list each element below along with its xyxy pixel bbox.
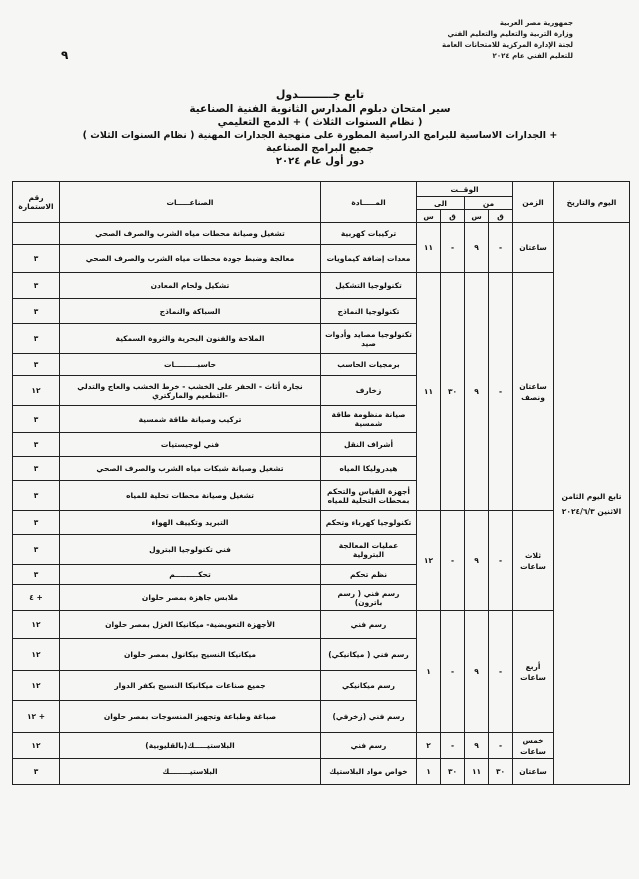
form-cell: ٣: [13, 565, 60, 585]
form-cell: ٣: [13, 511, 60, 535]
ministry-line: للتعليم الفني عام ٢٠٢٤: [492, 52, 573, 60]
title-line: سير امتحان دبلوم المدارس الثانوية الفنية الصناعية: [189, 103, 451, 115]
industry-cell: معالجة وضبط جودة محطات مياه الشرب والصرف الصحي: [60, 245, 321, 273]
subject-cell: رسم فني (زخرفي): [321, 701, 417, 733]
form-cell: [13, 223, 60, 245]
form-cell: ١٢: [13, 671, 60, 701]
subject-cell: نظم تحكم: [321, 565, 417, 585]
day-cell: تابع اليوم الثامن الاثنين ٢٠٢٤/٦/٣: [554, 223, 630, 785]
title-line: دور أول عام ٢٠٢٤: [275, 156, 365, 167]
industry-cell: البلاستيـــــك(بالقليوبية): [60, 733, 321, 759]
to-hour: ٢: [417, 733, 441, 759]
industry-cell: فني لوجيستيات: [60, 433, 321, 457]
to-minute: -: [441, 733, 465, 759]
ministry-header: [413, 18, 573, 62]
header-subject: المـــــادة: [321, 182, 417, 223]
title-line: تابع جـــــــــدول: [275, 88, 365, 101]
from-hour: ٩: [465, 733, 489, 759]
form-cell: ٣: [13, 245, 60, 273]
industry-cell: البلاستيــــــــك: [60, 759, 321, 785]
industry-cell: الأجهزة التعويضية- ميكانيكا الغزل بمصر حلوان: [60, 611, 321, 639]
industry-cell: الملاحة والفنون البحرية والثروة السمكية: [60, 324, 321, 354]
from-hour: ٩: [465, 511, 489, 611]
form-cell: ١٢: [13, 611, 60, 639]
industry-cell: تحكـــــــــم: [60, 565, 321, 585]
table-row: [13, 611, 630, 639]
form-cell: ٣: [13, 457, 60, 481]
to-hour: ١١: [417, 273, 441, 511]
industry-cell: نجارة أثاث - الحفر على الخشب - خرط الخشب والعاج والتدلي -التطعيم والماركتري: [60, 376, 321, 406]
subject-cell: أشراف النقل: [321, 433, 417, 457]
form-cell: ٣: [13, 299, 60, 324]
to-hour: ١٢: [417, 511, 441, 611]
from-hour: ٩: [465, 611, 489, 733]
ministry-line: جمهورية مصر العربية: [499, 19, 573, 27]
duration-cell: خمس ساعات: [513, 733, 554, 759]
subject-cell: عمليات المعالجة البترولية: [321, 535, 417, 565]
title-line: ( نظام السنوات الثلاث ) + الدمج التعليمي: [217, 117, 423, 128]
form-cell: ٣: [13, 759, 60, 785]
duration-cell: ثلاث ساعات: [513, 511, 554, 611]
subject-cell: رسم ميكانيكي: [321, 671, 417, 701]
subject-cell: معدات إضافة كيماويات: [321, 245, 417, 273]
exam-schedule-table: [12, 181, 630, 785]
subject-cell: خواص مواد البلاستيك: [321, 759, 417, 785]
industry-cell: السباكة والنماذج: [60, 299, 321, 324]
table-row: [13, 511, 630, 535]
industry-cell: التبريد وتكييف الهواء: [60, 511, 321, 535]
form-cell: ١٢: [13, 733, 60, 759]
title-block: [40, 88, 600, 168]
subject-cell: تكنولوجيا النماذج: [321, 299, 417, 324]
industry-cell: تركيب وصيانة طاقة شمسية: [60, 406, 321, 433]
to-hour: ١١: [417, 223, 441, 273]
form-cell: ٣: [13, 481, 60, 511]
to-minute: ٣٠: [441, 273, 465, 511]
header-duration: الزمن: [513, 182, 554, 223]
ministry-line: وزارة التربية والتعليم والتعليم الفني: [447, 30, 573, 38]
from-hour: ٩: [465, 223, 489, 273]
title-line: + الجدارات الاساسية للبرامج الدراسية المطورة على منهجية الجدارات المهنية ( نظام السنوات الثلاث ): [82, 130, 558, 141]
from-minute: -: [489, 611, 513, 733]
industry-cell: تشكيل ولحام المعادن: [60, 273, 321, 299]
subject-cell: زخارف: [321, 376, 417, 406]
header-from: من: [465, 197, 513, 210]
header-from-hour: س: [465, 210, 489, 223]
from-hour: ٩: [465, 273, 489, 511]
industry-cell: فني تكنولوجيا البترول: [60, 535, 321, 565]
header-to-minute: ق: [441, 210, 465, 223]
to-hour: ١: [417, 611, 441, 733]
form-cell: ١٢ +: [13, 701, 60, 733]
from-minute: -: [489, 511, 513, 611]
header-industries: الصناعـــــات: [60, 182, 321, 223]
form-cell: ١٢: [13, 376, 60, 406]
industry-cell: تشغيل وصيانة محطات تحلية للمياه: [60, 481, 321, 511]
subject-cell: تكنولوجيا التشكيل: [321, 273, 417, 299]
industry-cell: تشغيل وصيانة محطات مياه الشرب والصرف الصحي: [60, 223, 321, 245]
subject-cell: رسم فني: [321, 611, 417, 639]
duration-cell: ساعتان: [513, 759, 554, 785]
from-minute: ٣٠: [489, 759, 513, 785]
to-hour: ١: [417, 759, 441, 785]
industry-cell: جميع صناعات ميكانيكا النسيج بكفر الدوار: [60, 671, 321, 701]
industry-cell: صباغة وطباعة وتجهيز المنسوجات بمصر حلوان: [60, 701, 321, 733]
to-minute: -: [441, 611, 465, 733]
to-minute: ٣٠: [441, 759, 465, 785]
form-cell: ٤ +: [13, 585, 60, 611]
industry-cell: ملابس جاهزة بمصر حلوان: [60, 585, 321, 611]
duration-cell: ساعتان ونصف: [513, 273, 554, 511]
header-from-minute: ق: [489, 210, 513, 223]
table-row: [13, 759, 630, 785]
from-minute: -: [489, 223, 513, 273]
subject-cell: صيانة منظومة طاقة شمسية: [321, 406, 417, 433]
header-to-hour: س: [417, 210, 441, 223]
from-minute: -: [489, 733, 513, 759]
industry-cell: ميكانيكا النسيج بيكانول بمصر حلوان: [60, 639, 321, 671]
form-cell: ١٢: [13, 639, 60, 671]
subject-cell: برمجيات الحاسب: [321, 354, 417, 376]
form-cell: ٣: [13, 324, 60, 354]
to-minute: -: [441, 511, 465, 611]
form-cell: ٣: [13, 535, 60, 565]
subject-cell: رسم فني: [321, 733, 417, 759]
table-row: [13, 223, 630, 245]
subject-cell: تكنولوجيا مصايد وأدوات صيد: [321, 324, 417, 354]
subject-cell: تركيبات كهربية: [321, 223, 417, 245]
form-cell: ٣: [13, 433, 60, 457]
header-to: الى: [417, 197, 465, 210]
subject-cell: هيدروليكا المياه: [321, 457, 417, 481]
table-row: [13, 733, 630, 759]
table-row: [13, 273, 630, 299]
duration-cell: ساعتان: [513, 223, 554, 273]
subject-cell: رسم فني ( ميكانيكي): [321, 639, 417, 671]
industry-cell: تشغيل وصيانة شبكات مياه الشرب والصرف الصحي: [60, 457, 321, 481]
form-cell: ٣: [13, 406, 60, 433]
header-form-number: رقم الاستمارة: [13, 182, 60, 223]
header-day: اليوم والتاريخ: [554, 182, 630, 223]
title-line: جميع البرامج الصناعية: [266, 143, 374, 154]
industry-cell: حاسبـــــــــات: [60, 354, 321, 376]
subject-cell: رسم فني ( رسم باترون): [321, 585, 417, 611]
from-hour: ١١: [465, 759, 489, 785]
form-cell: ٣: [13, 354, 60, 376]
ministry-line: لجنة الإدارة المركزية للامتحانات العامة: [442, 41, 573, 49]
subject-cell: أجهزة القياس والتحكم بمحطات التحلية للمياه: [321, 481, 417, 511]
from-minute: -: [489, 273, 513, 511]
header-time: الوقــت: [417, 182, 513, 197]
subject-cell: تكنولوجيا كهرباء وتحكم: [321, 511, 417, 535]
page-number: ٩: [61, 48, 69, 62]
to-minute: -: [441, 223, 465, 273]
duration-cell: أربع ساعات: [513, 611, 554, 733]
form-cell: ٣: [13, 273, 60, 299]
